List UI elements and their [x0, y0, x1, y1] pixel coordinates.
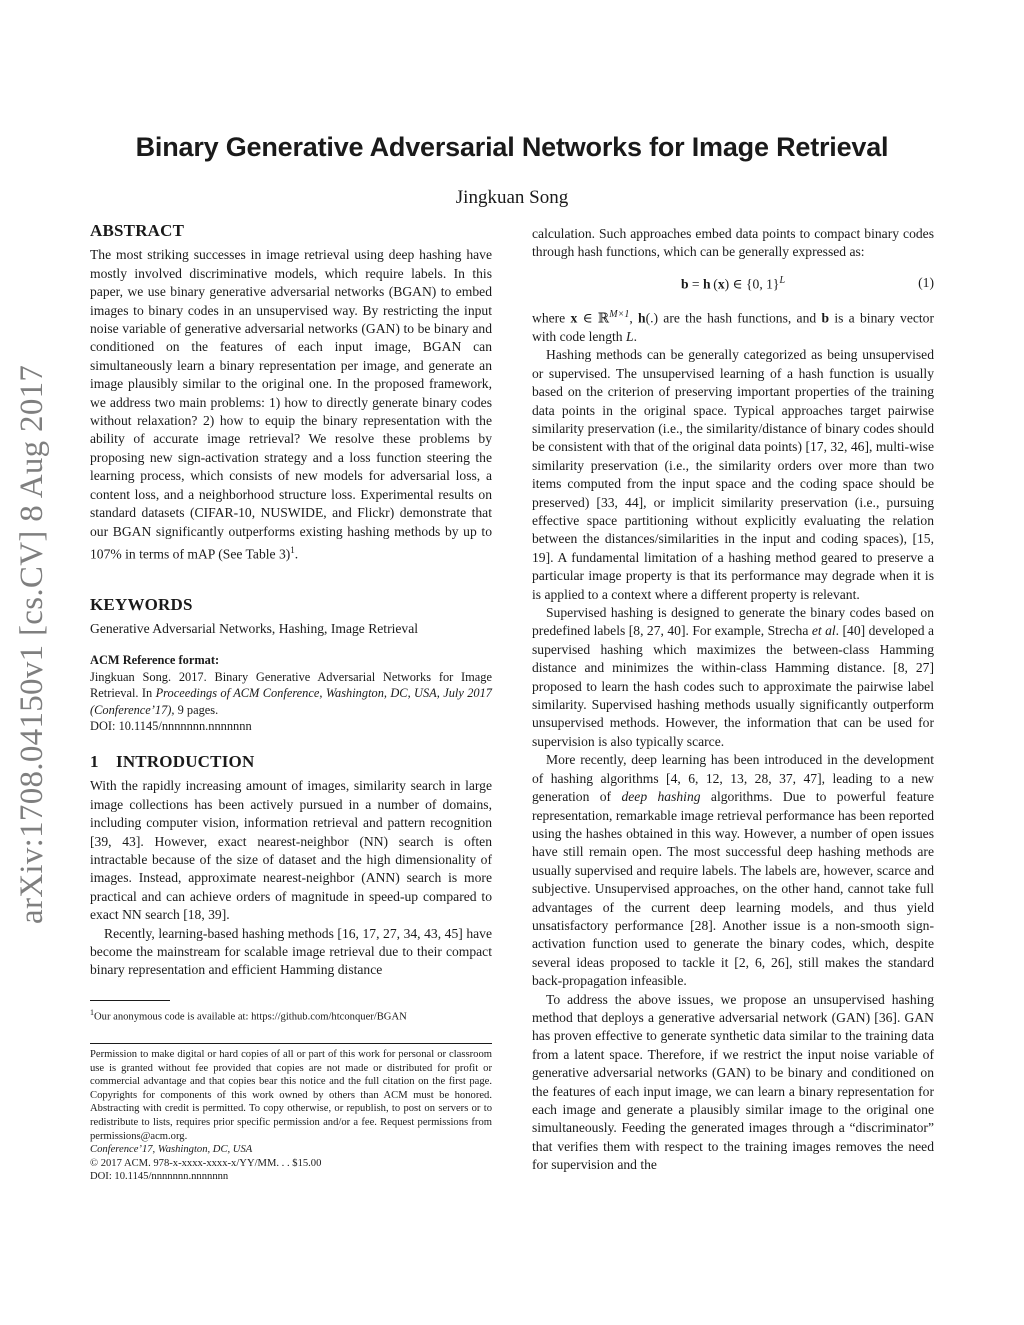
copyright-line: © 2017 ACM. 978-x-xxxx-xxxx-x/YY/MM. . . $15.00: [90, 1157, 322, 1169]
paper-title: Binary Generative Adversarial Networks for Image Retrieval: [135, 132, 889, 162]
author-name: Jingkuan Song: [455, 187, 569, 208]
permission-text: Permission to make digital or hard copies of all or part of this work for personal or classroom use is granted without fee provided that copies are not made or distributed for profit or commercial advantage and that copies bear this notice and the full citation on the first page. Copyrights for components of this work owned by others than ACM must be honored. Abstracting with credit is permitted. To copy otherwise, or republish, to post on servers or to redistribute to lists, requires prior specific permission and/or a fee. Request permissions from permissions@acm.org.: [90, 1049, 492, 1142]
right-paragraph-2: Supervised hashing is designed to generate the binary codes based on predefined labels [8, 27, 40]. For example, Strecha et al. [40] developed a supervised hashing which maximizes the between-class Hamming distance and minimizes the within-class Hamming distance. [8, 27] proposed to learn the hash codes such to approximate the pairwise label similarity. Supervised hashing methods usually significantly outperform unsupervised methods. However, the information that can be used for supervision is also typically scarce.: [532, 605, 934, 749]
permission-rule: [90, 1043, 492, 1044]
footnote-ref: 1: [290, 544, 295, 555]
equation-1: [532, 275, 934, 295]
keywords-section: [90, 596, 492, 639]
conference-line: Conference’17, Washington, DC, USA: [90, 1144, 253, 1156]
footnote: $^1$Our anonymous code is available at: https://github.com/htconquer/BGAN: [90, 1008, 407, 1023]
right-paragraph-0: calculation. Such approaches embed data points to compact binary codes through hash functions, which can be generally expressed as:: [532, 226, 934, 260]
right-paragraph-3: More recently, deep learning has been introduced in the development of hashing algorithms [4, 6, 12, 13, 28, 37, 47], leading to a new generation of deep hashing algorithms. Due to powerful feature representation, remarkable image retrieval performance has been reported using the hashes obtained in this way. However, a number of open issues have still remain open. The most successful deep hashing methods are usually supervised and require labels. The labels are, however, scarce and subjective. Unsupervised approaches, on the other hand, cannot take full advantages of the current deep learning models, and thus yield unsatisfactory performance [28]. Another issue is a non-smooth sign-activation function used to generate the binary codes, which, despite several ideas proposed to tackle it [2, 6, 26], still makes the standard back-propagation infeasible.: [532, 752, 934, 989]
abstract-section: [90, 222, 492, 564]
keywords-heading: KEYWORDS: [90, 595, 193, 614]
equation-body: b = h (x) ∈ {0, 1}$^L$: [680, 275, 786, 292]
right-column-body: [532, 306, 934, 1175]
right-paragraph-1: Hashing methods can be generally categorized as being unsupervised or supervised. The unsupervised learning of a hash function is usually based on the criterion of preserving important properties of the training data points in the original space. Typical approaches target pairwise similarity preservation (i.e., the similarity/distance of binary codes should be consistent with that of the original data points) [17, 32, 46], multi-wise similarity preservation (i.e., the similarity orders over more than two items computed from the input space and the coding space should be preserved) [33, 44], or implicit similarity preservation (i.e., pursuing effective space partitioning without explicitly evaluating the relation between the distances/similarities in the input and coding spaces), [15, 19]. A fundamental limitation of a hashing method geared to preserve a particular image property is that its performance may degrade when it is is applied to a context where a different property is relevant.: [532, 347, 934, 602]
acm-reference: [90, 652, 492, 735]
where-clause: where x ∈ ℝ$^{M\times 1}$, h(.) are the hash functions, and b is a binary vector with code length L.: [532, 309, 934, 344]
permission-doi: DOI: 10.1145/nnnnnnn.nnnnnnn: [90, 1171, 229, 1183]
acm-ref-doi: DOI: 10.1145/nnnnnnn.nnnnnnn: [90, 719, 252, 733]
acm-ref-text: Jingkuan Song. 2017. Binary Generative Adversarial Networks for Image Retrieval. In Proceedings of ACM Conference, Washington, DC, USA, July 2017 (Conference’17), 9 pages.: [90, 669, 493, 717]
equation-number: (1): [918, 275, 934, 290]
intro-paragraph-1: With the rapidly increasing amount of images, similarity search in large image collections has been actively pursued in a number of domains, including computer vision, information retrieval and pattern recognition [39, 43]. However, exact nearest-neighbor (NN) search is often intractable because of the size of dataset and the high dimensionality of images. Instead, approximate nearest-neighbor (ANN) search is more practical and can achieve orders of magnitude in speed-up compared to exact NN search [18, 39].: [90, 778, 492, 923]
right-column-intro: [532, 225, 934, 262]
keywords-text: Generative Adversarial Networks, Hashing, Image Retrieval: [90, 621, 419, 637]
permission-block: [90, 1048, 492, 1184]
acm-ref-heading: ACM Reference format:: [90, 653, 220, 667]
intro-paragraph-2: Recently, learning-based hashing methods [16, 17, 27, 34, 43, 45] have become the mainstream for scalable image retrieval due to their compact binary representation and efficient Hamming distance: [90, 925, 492, 978]
footnote-rule: [90, 1000, 170, 1001]
arxiv-stamp: arXiv:1708.04150v1 [cs.CV] 8 Aug 2017: [14, 364, 50, 924]
abstract-text: The most striking successes in image retrieval using deep hashing have mostly involved discriminative models, which require labels. In this paper, we use binary generative adversarial networks (BGAN) to embed images to binary codes in an unsupervised way. By restricting the input noise variable of generative adversarial networks (GAN) to be binary and conditioned on the features of each input image, BGAN can simultaneously learn a binary representation per image, and generate an image plausibly similar to the original one. In the proposed framework, we address two main problems: 1) how to directly generate binary codes without relaxation? 2) how to equip the binary representation with the ability of accurate image retrieval? We resolve these problems by proposing new sign-activation strategy and a loss function steering the learning process, which consists of new models for adversarial loss, a content loss, and a neighborhood structure loss. Experimental results on standard datasets (CIFAR-10, NUSWIDE, and Flickr) demonstrate that our BGAN significantly outperforms existing hashing methods by up to 107% in terms of mAP (See Table 3)$^1$.: [90, 247, 492, 562]
intro-heading: 1 INTRODUCTION: [90, 752, 255, 771]
introduction-section: [90, 753, 492, 980]
abstract-heading: ABSTRACT: [90, 221, 185, 240]
right-paragraph-4: To address the above issues, we propose an unsupervised hashing method that deploys a generative adversarial network (GAN) [36]. GAN has proven effective to generate synthetic data similar to the training data from a latent space. Therefore, if we restrict the input noise variable of generative adversarial networks (GAN) to be binary and conditioned on the features of each input image, we can learn a binary representation for each image and generate a plausibly similar image to the original one simultaneously. Feeding the generated images through a “discriminator” that verifies them with respect to the training images removes the need for supervision and the: [532, 991, 934, 1173]
